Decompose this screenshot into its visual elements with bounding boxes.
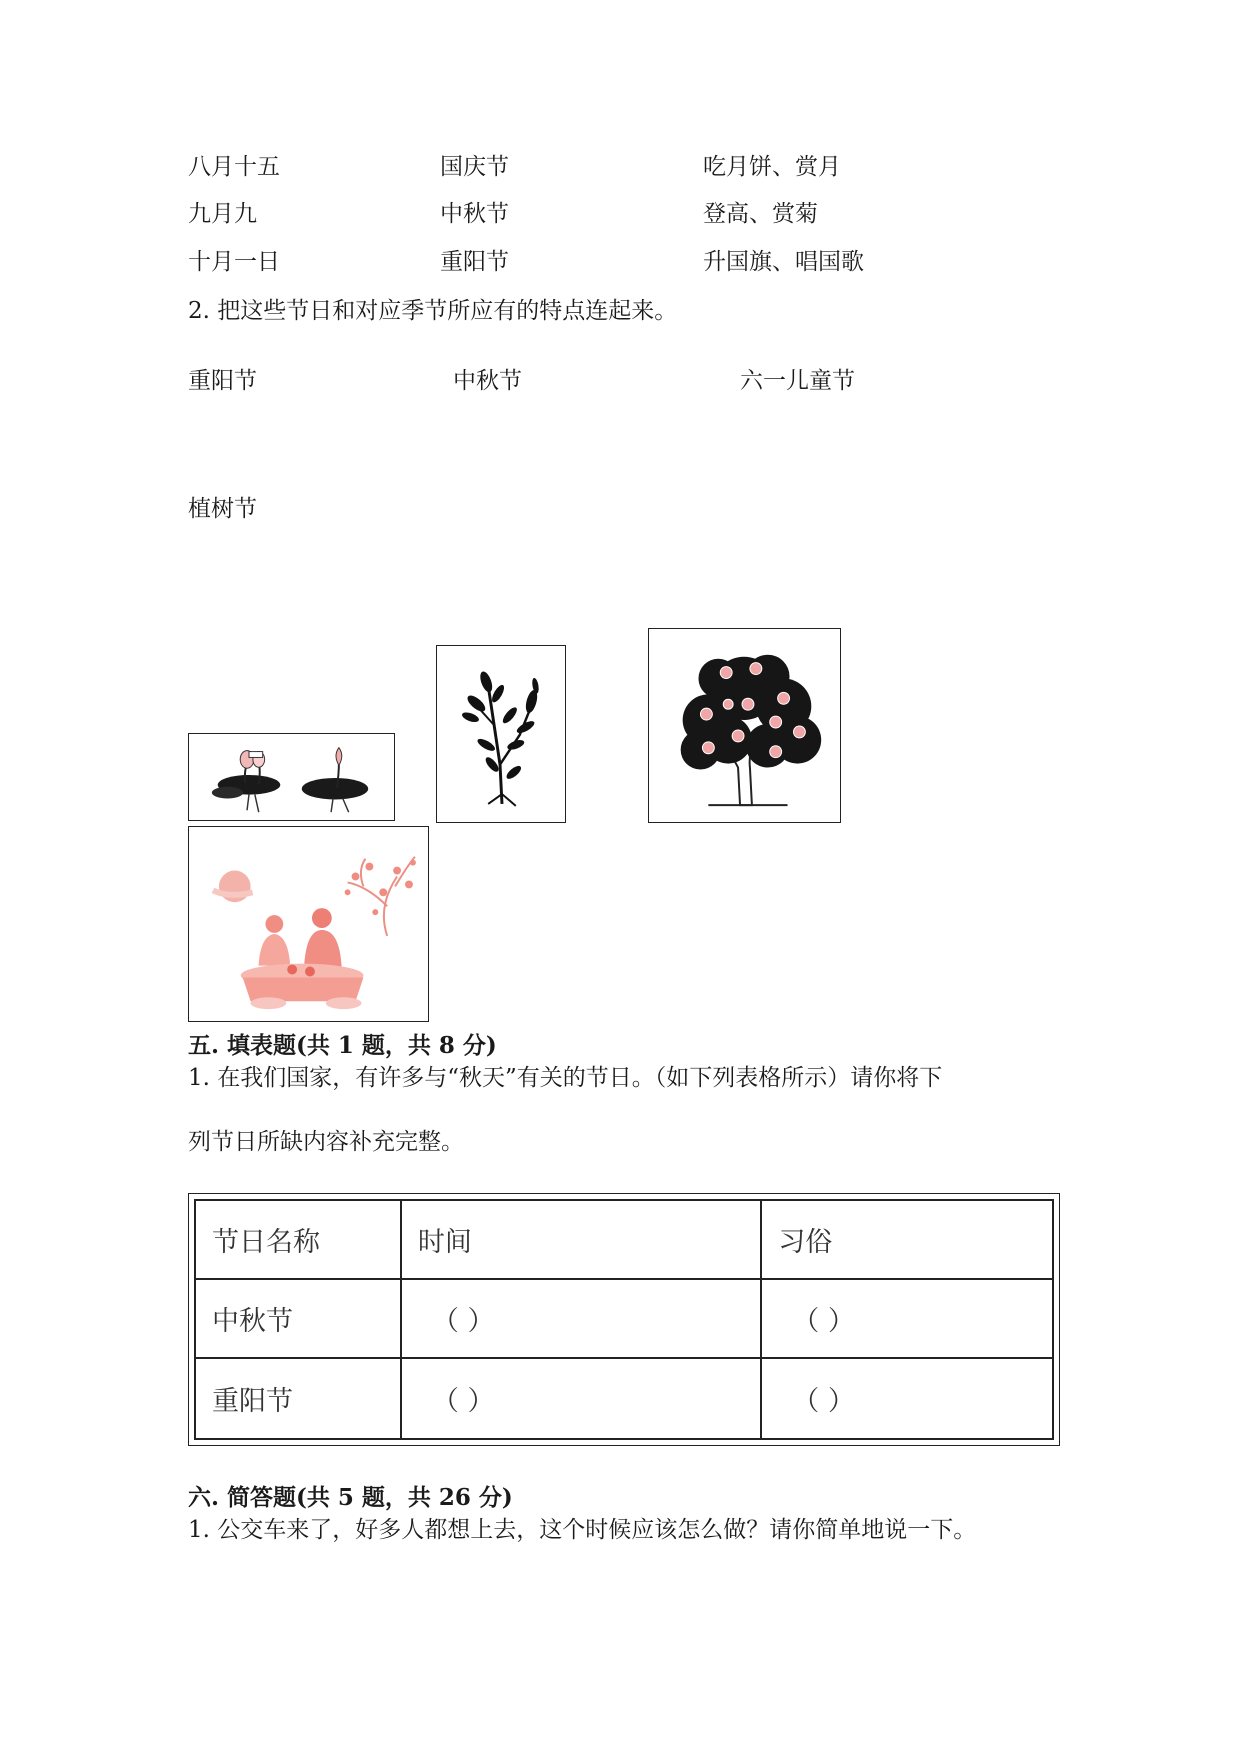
section-5-heading: 五. 填表题(共 1 题，共 8 分)	[188, 1032, 497, 1059]
match-left-1: 八月十五	[188, 154, 280, 180]
festival-childrens-day: 六一儿童节	[740, 368, 855, 394]
mid-autumn-family-image	[188, 826, 429, 1022]
table-cell-festival: 重阳节	[195, 1358, 401, 1439]
festival-arbor-day: 植树节	[188, 496, 257, 522]
festival-fill-table	[188, 1193, 1060, 1446]
section-5-question-line-1: 1. 在我们国家，有许多与“秋天”有关的节日。（如下列表格所示）请你将下	[188, 1065, 943, 1091]
match-left-3: 十月一日	[188, 249, 280, 275]
match-right-1: 吃月饼、赏月	[703, 154, 841, 180]
question-2-prompt: 2. 把这些节日和对应季节所应有的特点连起来。	[188, 298, 678, 324]
match-mid-2: 中秋节	[440, 201, 509, 227]
table-header-name: 节日名称	[195, 1200, 401, 1279]
match-right-3: 升国旗、唱国歌	[703, 249, 864, 275]
table-cell-time-blank[interactable]: （ ）	[401, 1279, 761, 1358]
table-cell-custom-blank[interactable]: （ ）	[761, 1279, 1053, 1358]
match-mid-1: 国庆节	[440, 154, 509, 180]
table-header-time: 时间	[401, 1200, 761, 1279]
table-header-custom: 习俗	[761, 1200, 1053, 1279]
table-cell-custom-blank[interactable]: （ ）	[761, 1358, 1053, 1439]
seedling-drawing	[437, 646, 565, 822]
lotus-pond-image	[188, 733, 395, 821]
match-mid-3: 重阳节	[440, 249, 509, 275]
match-left-2: 九月九	[188, 201, 257, 227]
fruit-tree-drawing	[649, 629, 840, 822]
festival-zhongqiu: 中秋节	[453, 368, 522, 394]
mid-autumn-drawing	[189, 827, 428, 1021]
match-right-2: 登高、赏菊	[703, 201, 818, 227]
seedling-plant-image	[436, 645, 566, 823]
section-5-question-line-2: 列节日所缺内容补充完整。	[188, 1129, 464, 1155]
table-row	[195, 1279, 1053, 1358]
section-6-question-1: 1. 公交车来了，好多人都想上去，这个时候应该怎么做？请你简单地说一下。	[188, 1517, 977, 1543]
table-cell-time-blank[interactable]: （ ）	[401, 1358, 761, 1439]
table-cell-festival: 中秋节	[195, 1279, 401, 1358]
table-header-row	[195, 1200, 1053, 1279]
festival-chongyang: 重阳节	[188, 368, 257, 394]
lotus-pond-drawing	[189, 734, 394, 820]
section-6-heading: 六. 简答题(共 5 题，共 26 分)	[188, 1484, 513, 1511]
fruit-tree-image	[648, 628, 841, 823]
table-row	[195, 1358, 1053, 1439]
